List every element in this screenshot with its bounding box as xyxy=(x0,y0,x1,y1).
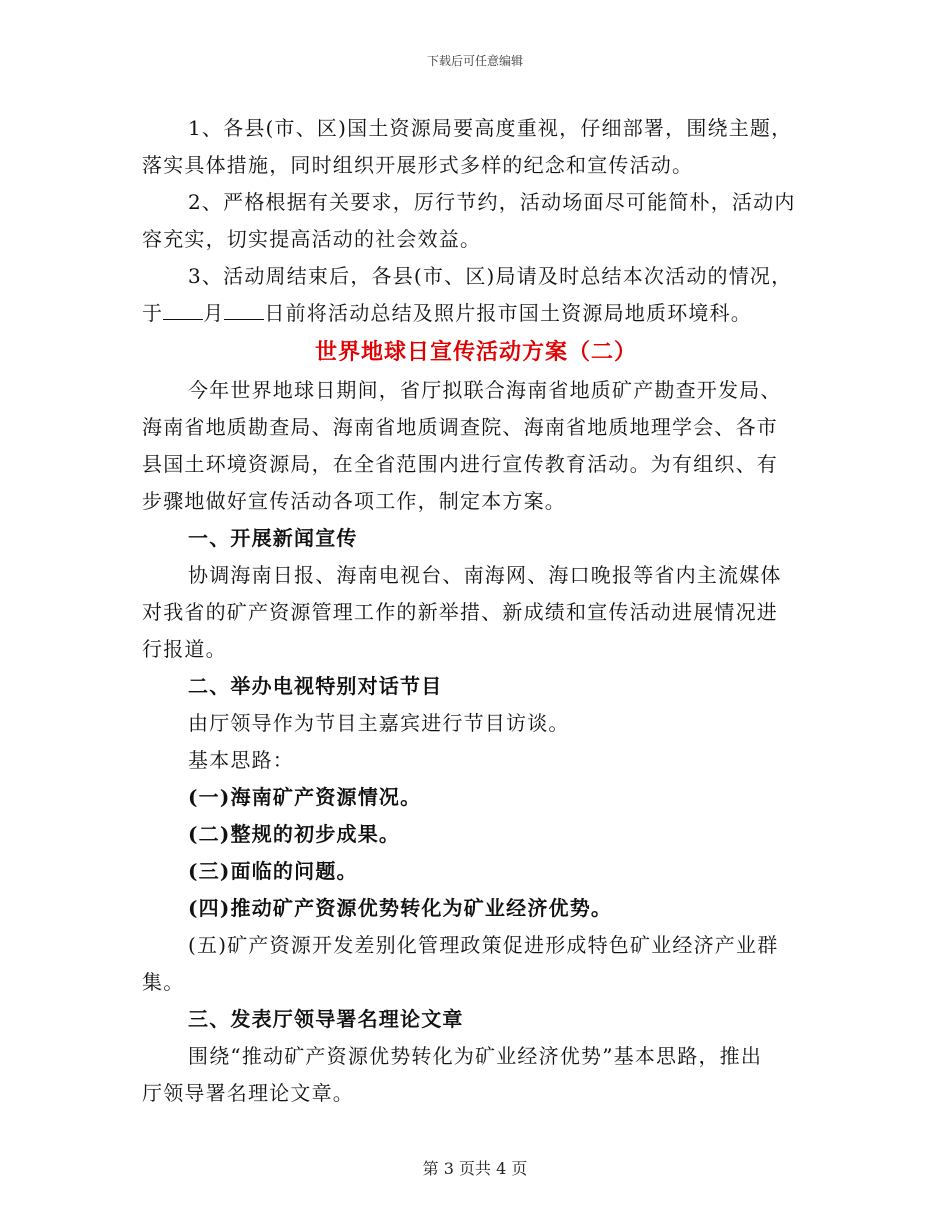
section1-line3: 行报道。 xyxy=(142,637,227,661)
month-blank xyxy=(163,301,203,320)
section2-heading: 二、举办电视特别对话节目 xyxy=(188,674,443,698)
section2-point4: (四)推动矿产资源优势转化为矿业经济优势。 xyxy=(188,896,613,920)
section2-point3: (三)面临的问题。 xyxy=(188,859,358,883)
page-footer: 第 3 页共 4 页 xyxy=(422,1159,528,1178)
list-item-1-line1: 1、各县(市、区)国土资源局要高度重视，仔细部署，围绕主题， xyxy=(188,116,793,140)
section2-point1: (一)海南矿产资源情况。 xyxy=(188,785,422,809)
section1-line2: 对我省的矿产资源管理工作的新举措、新成绩和宣传活动进展情况进 xyxy=(142,600,778,624)
blank-prefix: 于 xyxy=(142,301,164,325)
section3-line2: 厅领导署名理论文章。 xyxy=(142,1081,354,1105)
list-item-2-line2: 容充实，切实提高活动的社会效益。 xyxy=(142,227,482,251)
intro-line4: 步骤地做好宣传活动各项工作，制定本方案。 xyxy=(142,489,566,513)
section1-line1: 协调海南日报、海南电视台、南海网、海口晚报等省内主流媒体 xyxy=(188,563,782,587)
list-item-1-line2: 落实具体措施，同时组织开展形式多样的纪念和宣传活动。 xyxy=(142,153,694,177)
section1-heading: 一、开展新闻宣传 xyxy=(188,526,358,550)
section2-line2: 基本思路： xyxy=(188,748,294,772)
intro-line2: 海南省地质勘查局、海南省地质调查院、海南省地质地理学会、各市 xyxy=(142,415,778,439)
intro-line1: 今年世界地球日期间，省厅拟联合海南省地质矿产勘查开发局、 xyxy=(188,378,782,402)
section2-line1: 由厅领导作为节目主嘉宾进行节目访谈。 xyxy=(188,711,570,735)
month-label: 月 xyxy=(203,301,225,325)
section3-heading: 三、发表厅领导署名理论文章 xyxy=(188,1007,464,1031)
list-item-3-line2 xyxy=(142,295,810,332)
section-title: 世界地球日宣传活动方案（二） xyxy=(314,339,637,365)
day-blank xyxy=(224,301,264,320)
document-body xyxy=(142,110,810,1112)
section2-point5-line1: (五)矿产资源开发差别化管理政策促进形成特色矿业经济产业群 xyxy=(188,933,779,957)
list-item-2-line1: 2、严格根据有关要求，厉行节约，活动场面尽可能简朴，活动内 xyxy=(188,190,796,214)
intro-line3: 县国土环境资源局，在全省范围内进行宣传教育活动。为有组织、有 xyxy=(142,452,778,476)
list-item-3-line1: 3、活动周结束后，各县(市、区)局请及时总结本次活动的情况， xyxy=(188,264,793,288)
section2-point5-line2: 集。 xyxy=(142,970,185,994)
section3-line1: 围绕“推动矿产资源优势转化为矿业经济优势”基本思路，推出 xyxy=(188,1044,763,1068)
section2-point2: (二)整规的初步成果。 xyxy=(188,822,401,846)
deadline-text: 日前将活动总结及照片报市国土资源局地质环境科。 xyxy=(264,301,753,325)
page-header: 下载后可任意编辑 xyxy=(426,54,523,68)
